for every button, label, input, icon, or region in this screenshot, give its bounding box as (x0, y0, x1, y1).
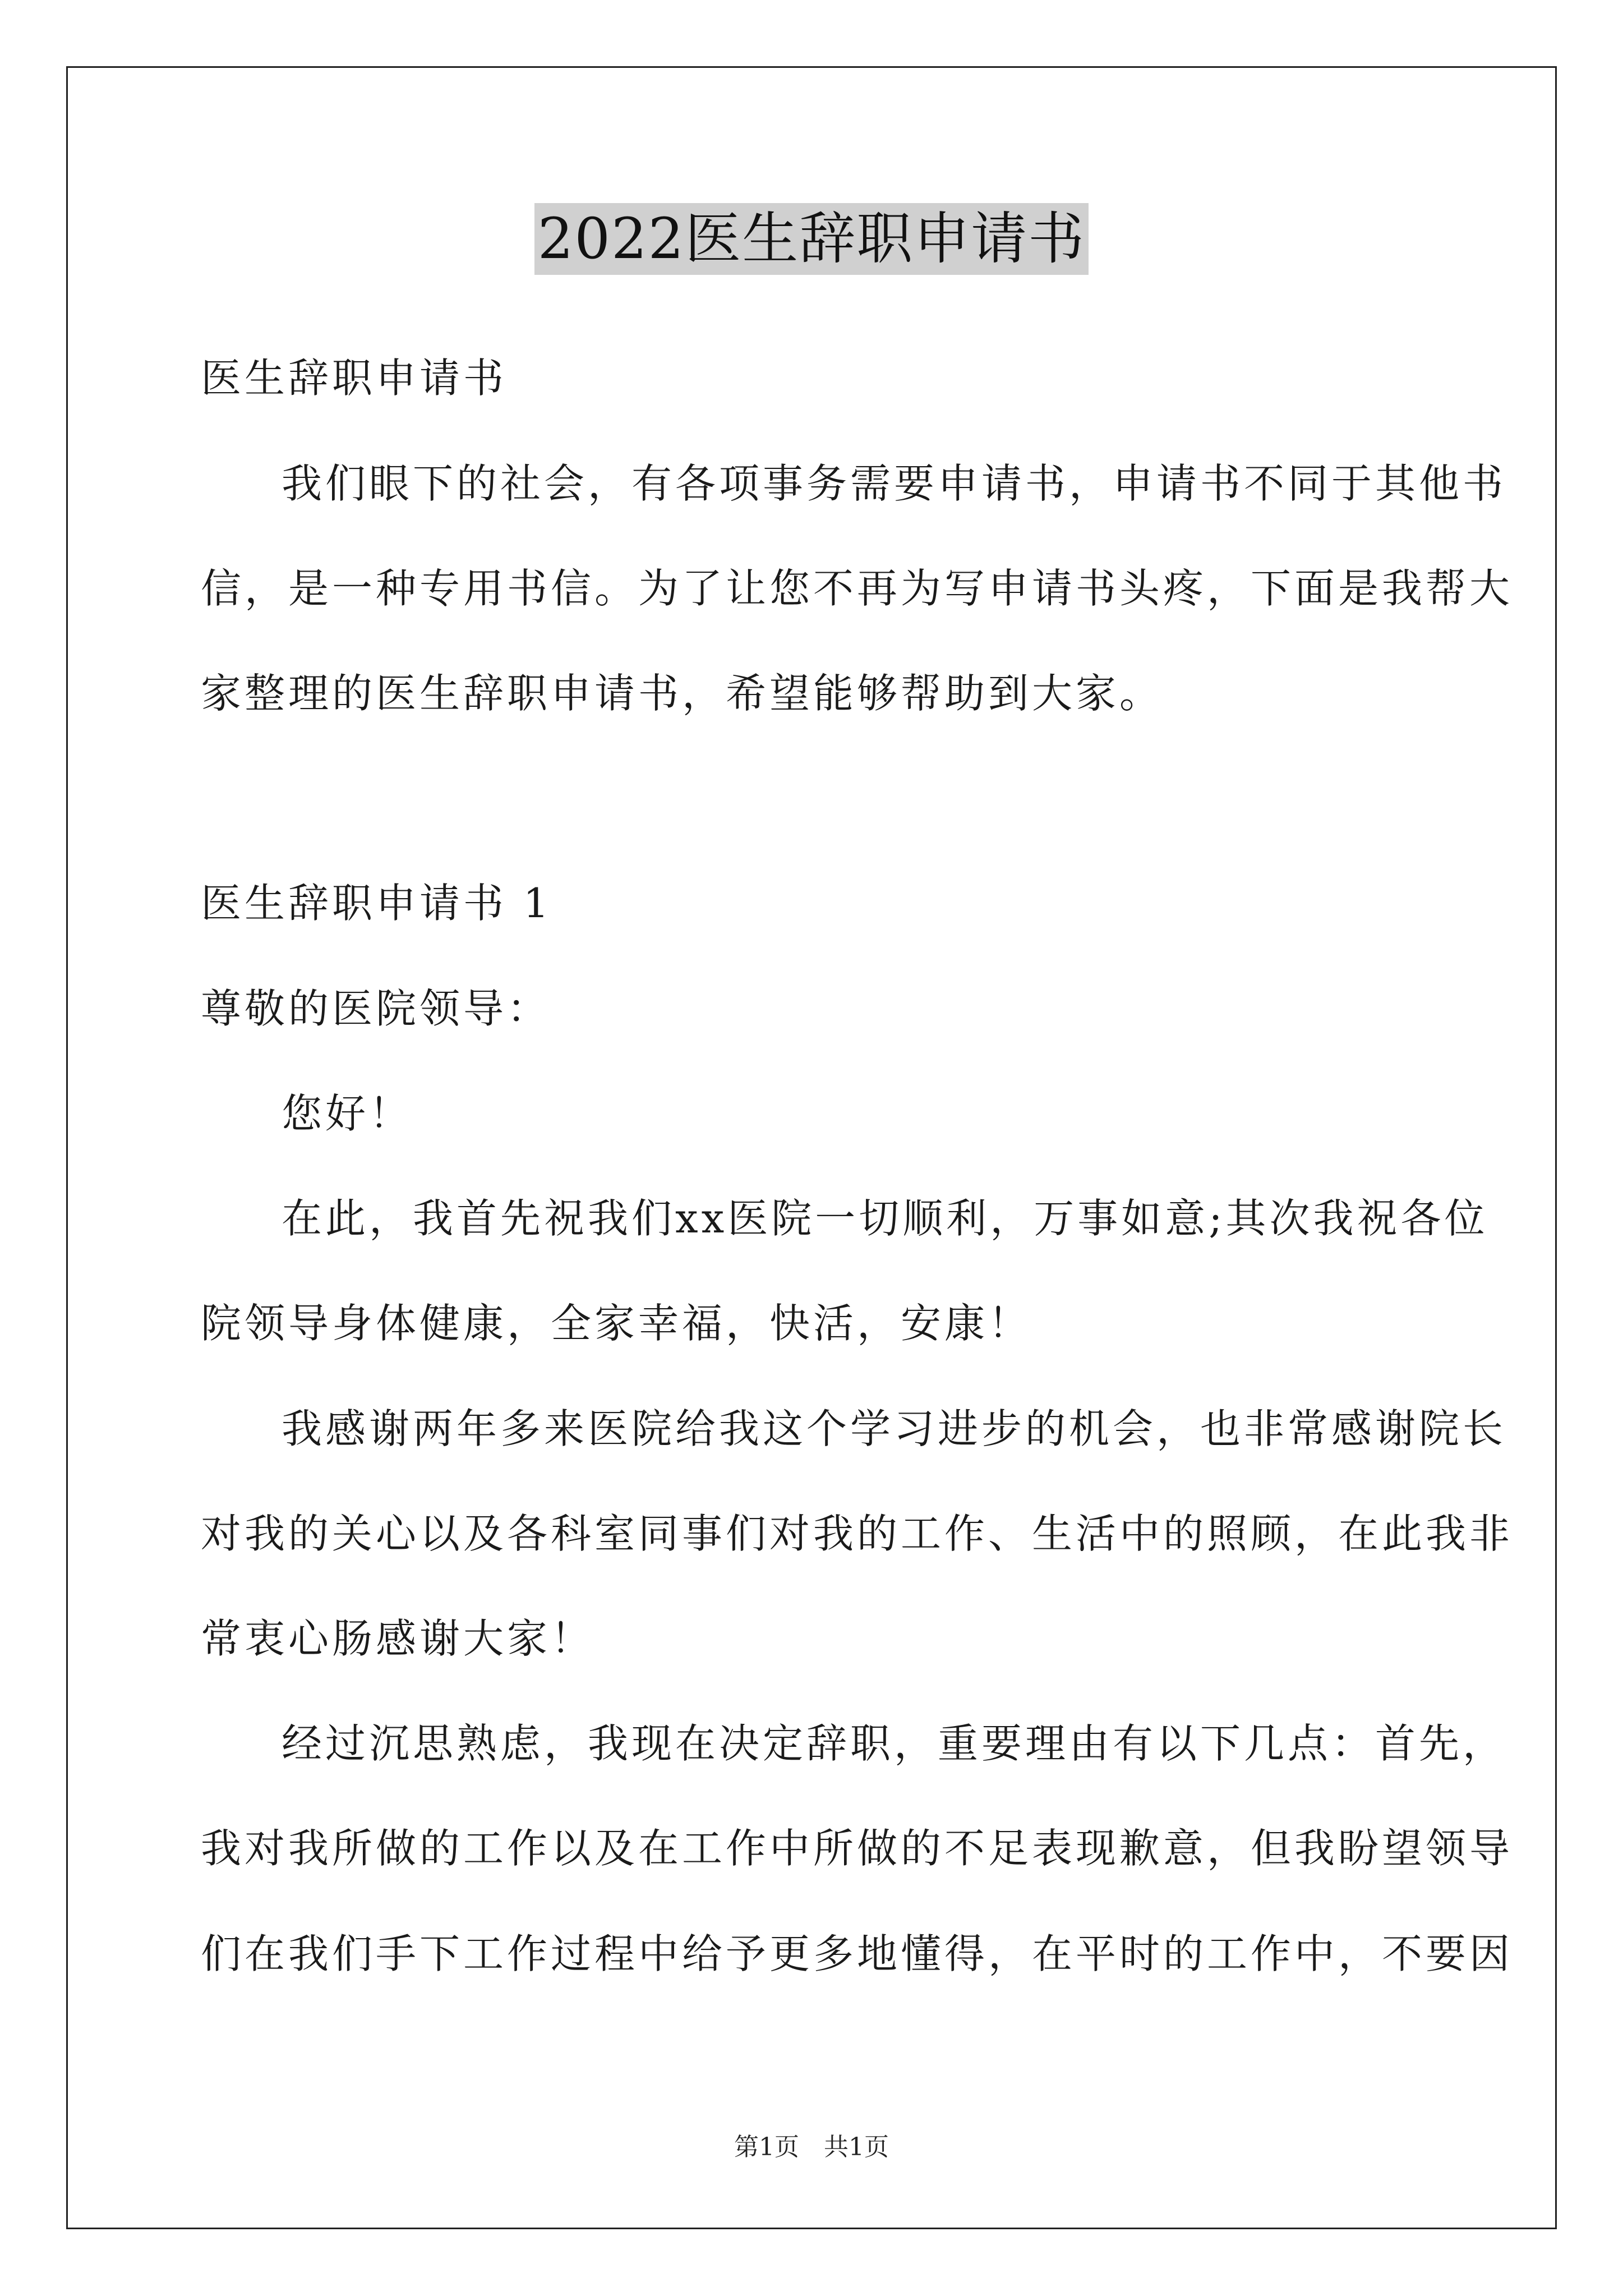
document-title: 2022医生辞职申请书 (534, 203, 1089, 275)
letter-heading: 医生辞职申请书 1 (201, 880, 552, 927)
intro-line-2: 信，是一种专用书信。为了让您不再为写申请书头疼，下面是我帮大 (201, 565, 1514, 612)
page-footer: 第1页 共1页 (734, 2133, 889, 2161)
paragraph3-line-1: 经过沉思熟虑，我现在决定辞职，重要理由有以下几点：首先， (282, 1720, 1507, 1767)
document-subtitle: 医生辞职申请书 (201, 355, 508, 402)
salutation: 尊敬的医院领导： (201, 985, 551, 1032)
greeting: 您好！ (282, 1090, 413, 1137)
paragraph2-line-3: 常衷心肠感谢大家！ (201, 1615, 595, 1662)
intro-line-1: 我们眼下的社会，有各项事务需要申请书，申请书不同于其他书 (282, 460, 1507, 507)
paragraph1-line-1: 在此，我首先祝我们xx医院一切顺利，万事如意;其次我祝各位 (282, 1195, 1488, 1242)
paragraph2-line-2: 对我的关心以及各科室同事们对我的工作、生活中的照顾，在此我非 (201, 1510, 1514, 1557)
intro-line-3: 家整理的医生辞职申请书，希望能够帮助到大家。 (201, 670, 1164, 717)
paragraph1-line-2: 院领导身体健康，全家幸福，快活，安康！ (201, 1300, 1032, 1347)
paragraph3-line-3: 们在我们手下工作过程中给予更多地懂得，在平时的工作中，不要因 (201, 1930, 1514, 1977)
paragraph2-line-1: 我感谢两年多来医院给我这个学习进步的机会，也非常感谢院长 (282, 1405, 1507, 1452)
paragraph3-line-2: 我对我所做的工作以及在工作中所做的不足表现歉意，但我盼望领导 (201, 1825, 1514, 1872)
title-container (0, 203, 1623, 275)
